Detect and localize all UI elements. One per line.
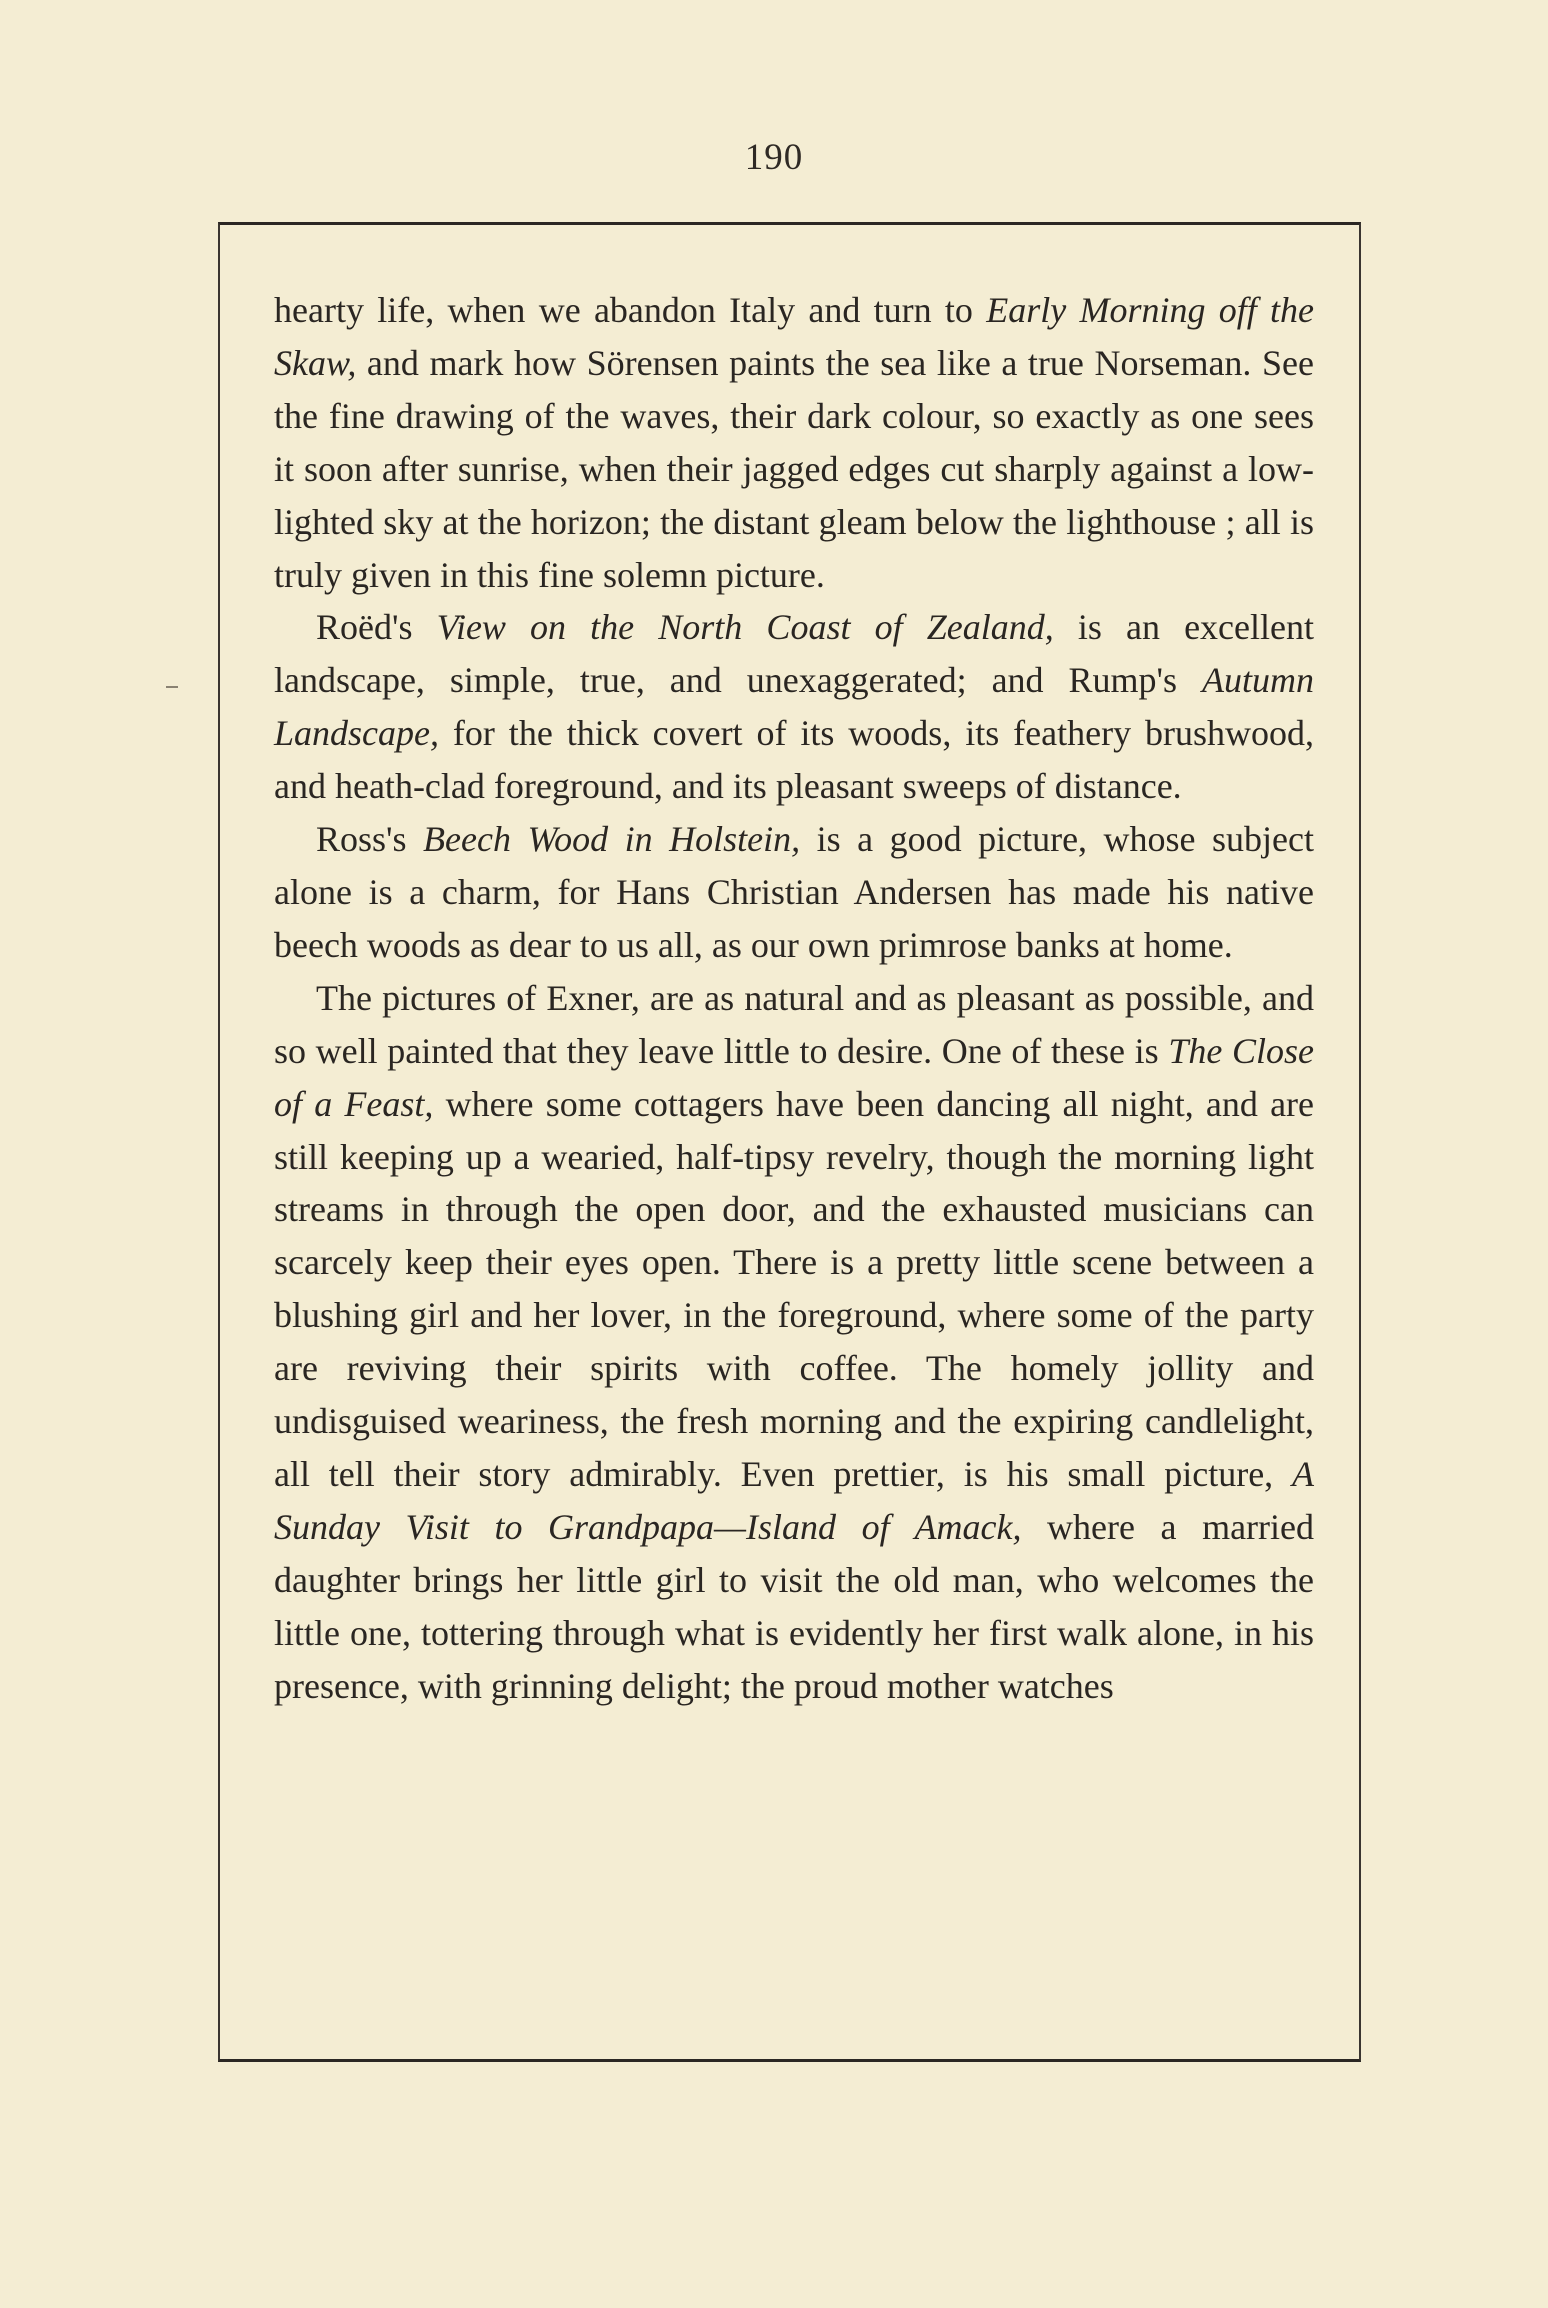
text-span: for the thick covert of its woods, its feathery brushwood, and heath-clad foreground, and its pleasant sweeps of distance. — [274, 713, 1314, 807]
artwork-title: The Close of a Feast, — [274, 1030, 1314, 1124]
text-span: Roëd's — [316, 607, 437, 648]
artwork-title: A Sunday Visit to Grandpapa—Island of Amack, — [274, 1453, 1314, 1547]
paragraph-2 — [274, 601, 1314, 813]
margin-mark — [166, 686, 178, 688]
artwork-title: Beech Wood in Holstein, — [423, 819, 801, 860]
text-span: where some cottagers have been dancing all night, and are still keeping up a wearied, half-tipsy revelry, though the morning light streams in through the open door, and the exhausted musicians can scarcely keep their eyes open. There is a pretty little scene between a blushing girl and her lover, in the foreground, where some of the party are reviving their spirits with coffee. The homely jollity and undisguised weariness, the fresh morning and the expiring candlelight, all tell their story admirably. Even prettier, is his small picture, — [274, 1083, 1315, 1494]
body-text — [274, 284, 1314, 1712]
text-span: The pictures of Exner, are as natural and as pleasant as possible, and so well painted that they leave little to desire. One of these is — [274, 977, 1314, 1071]
text-span: where a married daughter brings her little girl to visit the old man, who welcomes the little one, tottering through what is evidently her first walk alone, in his presence, with grinning delight; the proud mother watches — [274, 1506, 1314, 1706]
paragraph-3 — [274, 813, 1314, 972]
text-span: is a good picture, whose subject alone is a charm, for Hans Christian Andersen has made his native beech woods as dear to us all, as our own primrose banks at home. — [274, 819, 1314, 965]
page-number: 190 — [744, 137, 804, 178]
text-span: is an excellent landscape, simple, true, and unexaggerated; and Rump's — [274, 607, 1314, 701]
paragraph-1 — [274, 284, 1314, 601]
artwork-title: Autumn Landscape, — [274, 660, 1314, 754]
text-span: Ross's — [316, 819, 424, 860]
artwork-title: View on the North Coast of Zealand, — [436, 607, 1054, 648]
text-span: hearty life, when we abandon Italy and turn to — [274, 290, 987, 330]
paragraph-4 — [274, 972, 1314, 1713]
artwork-title: Early Morning off the Skaw, — [274, 290, 1314, 383]
text-span: and mark how Sörensen paints the sea like a true Norseman. See the fine drawing of the waves, their dark colour, so exactly as one sees it soon after sunrise, when their jagged edges cut sharply against a low-lighted sky at the horizon; the distant gleam below the lighthouse ; all is truly given in this fine solemn picture. — [274, 342, 1314, 595]
